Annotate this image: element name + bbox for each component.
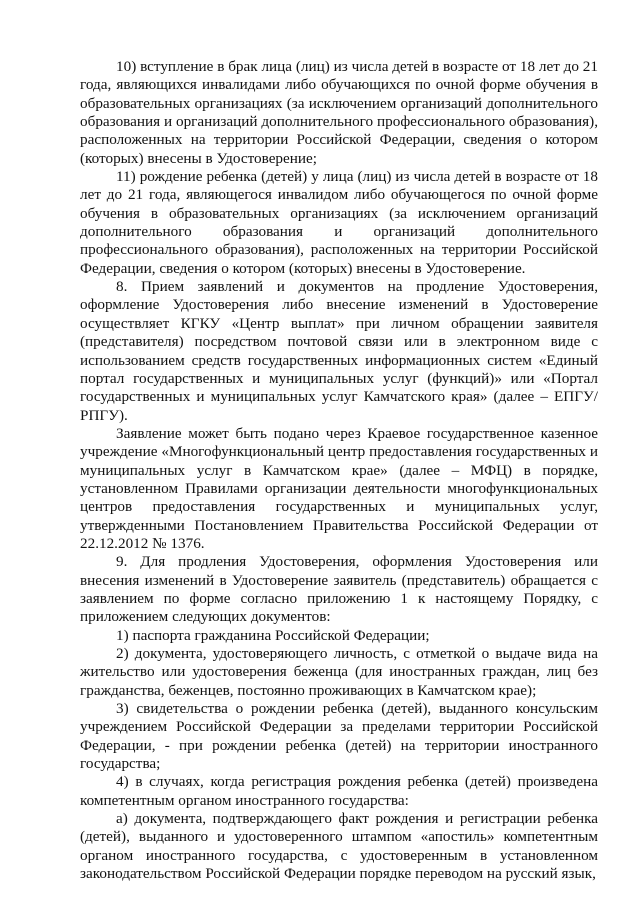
document-page: [80, 58, 598, 883]
paragraph-item-10-marriage: 10) вступление в брак лица (лиц) из числа детей в возрасте от 18 лет до 21 года, являющихся инвалидами либо обучающихся по очной форме обучения в образовательных организациях (за исключением организаций дополнительного образования и организаций дополнительного профессионального образования), расположенных на территории Российской Федерации, сведения о котором (которых) внесены в Удостоверение;: [80, 58, 598, 167]
paragraph-subitem-a-apostille: а) документа, подтверждающего факт рождения и регистрации ребенка (детей), выданного и удостоверенного штампом «апостиль» компетентным органом иностранного государства, с удостоверенным в установленном законодательством Российской Федерации порядке переводом на русский язык,: [80, 810, 598, 883]
paragraph-item-1-passport: 1) паспорта гражданина Российской Федерации;: [116, 626, 430, 644]
paragraph-item-3-birth-certificate: 3) свидетельства о рождении ребенка (детей), выданного консульским учреждением Российской Федерации за пределами территории Российской Федерации, - при рождении ребенка (детей) на территории иностранного государства;: [80, 700, 598, 773]
paragraph-clause-9: 9. Для продления Удостоверения, оформления Удостоверения или внесения изменений в Удостоверение заявитель (представитель) обращается с заявлением по форме согласно приложению 1 к настоящему Порядку, с приложением следующих документов:: [80, 553, 598, 626]
paragraph-mfc-application: Заявление может быть подано через Краевое государственное казенное учреждение «Многофункциональный центр предоставления государственных и муниципальных услуг в Камчатском крае» (далее – МФЦ) в порядке, установленном Правилами организации деятельности многофункциональных центров предоставления государственных и муниципальных услуг, утвержденными Постановлением Правительства Российской Федерации от 22.12.2012 № 1376.: [80, 424, 598, 552]
paragraph-item-4-foreign-registration: 4) в случаях, когда регистрация рождения ребенка (детей) произведена компетентным органом иностранного государства:: [80, 773, 598, 809]
paragraph-item-11-child-birth: 11) рождение ребенка (детей) у лица (лиц) из числа детей в возрасте от 18 лет до 21 года, являющегося инвалидом либо обучающегося по очной форме обучения в образовательных организациях (за исключением организаций дополнительного образования и организаций дополнительного профессионального образования), расположенных на территории Российской Федерации, сведения о котором (которых) внесены в Удостоверение.: [80, 168, 598, 277]
paragraph-clause-8: 8. Прием заявлений и документов на продление Удостоверения, оформление Удостоверения либо внесение изменений в Удостоверение осуществляет КГКУ «Центр выплат» при личном обращении заявителя (представителя) посредством почтовой связи или в электронном виде с использованием средств государственных информационных систем «Единый портал государственных и муниципальных услуг (функций)» или «Портал государственных и муниципальных услуг Камчатского края» (далее – ЕПГУ/РПГУ).: [80, 278, 598, 424]
paragraph-item-2-identity-document: 2) документа, удостоверяющего личность, с отметкой о выдаче вида на жительство или удостоверения беженца (для иностранных граждан, лиц без гражданства, беженцев, постоянно проживающих в Камчатском крае);: [80, 645, 598, 699]
